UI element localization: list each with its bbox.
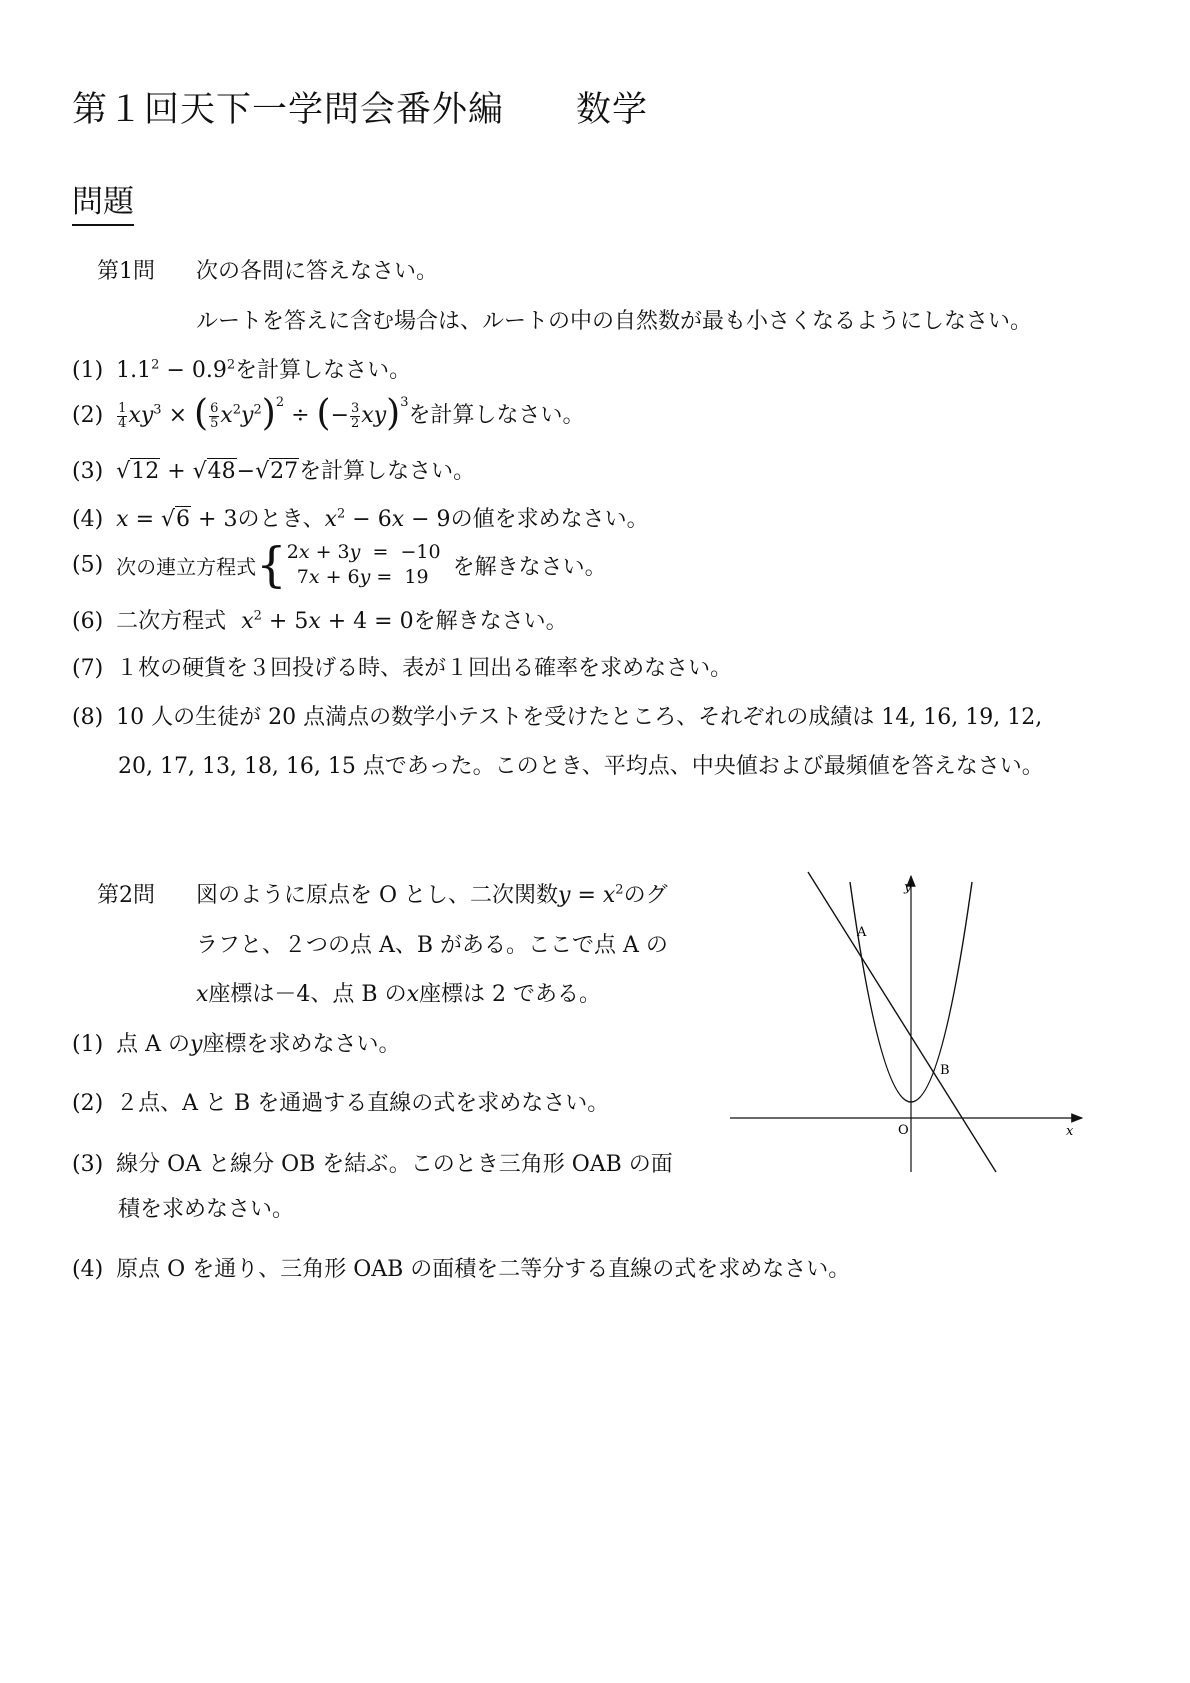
item-number: (7) [72, 656, 104, 681]
item-text: の値を求めなさい。 [450, 507, 649, 532]
item-text: を計算しなさい。 [299, 459, 476, 484]
item-number: (8) [72, 705, 104, 730]
item-text: を解きなさい。 [413, 609, 568, 634]
intro-text: のグ [623, 883, 668, 908]
q2-item-2 [72, 1086, 609, 1117]
math-var: y [190, 1032, 203, 1057]
x-axis-label: x [1066, 1124, 1074, 1139]
q1-label: 第1問 [97, 259, 155, 284]
item-text: を解きなさい。 [452, 554, 607, 580]
item-text: を計算しなさい。 [235, 358, 412, 383]
item-number: (1) [72, 358, 104, 383]
q1-item-3 [72, 454, 475, 485]
item-text: ２点、A と B を通過する直線の式を求めなさい。 [116, 1091, 610, 1116]
item-text: 原点 O を通り、三角形 OAB の面積を二等分する直線の式を求めなさい。 [116, 1257, 851, 1282]
math-expression: √12 + √48−√27 [116, 459, 299, 484]
math-expression: $y = x^2$ [558, 882, 624, 908]
math-expression: $\frac{1}{4}$ $xy^3$ × ( $\frac{6}{5}$ $x^2y^2)^2$ ÷ (− $\frac{3}{2}$ xy)$^3$ [118, 393, 409, 434]
item-number: (2) [72, 403, 104, 428]
item-text: １枚の硬貨を３回投げる時、表が１回出る確率を求めなさい。 [116, 656, 733, 681]
q2-item-1 [72, 1027, 401, 1058]
q1-item-8-continued: 20, 17, 13, 18, 16, 15 点であった。このとき、平均点、中央値および最頻値を答えなさい。 [118, 754, 1044, 779]
math-expression: x = √6 + 3 [116, 507, 238, 532]
item-text: 座標を求めなさい。 [202, 1032, 401, 1057]
brace: { [256, 537, 287, 593]
item-text: を計算しなさい。 [408, 403, 585, 428]
q2-intro-line-2: ラフと、２つの点 A、B がある。ここで点 A の [196, 933, 668, 958]
q1-item-4 [72, 502, 649, 533]
item-number: (1) [72, 1032, 104, 1057]
item-number: (3) [72, 459, 104, 484]
intro-text: 座標は 2 である。 [419, 982, 601, 1007]
q2-item-3 [72, 1147, 673, 1178]
item-number: (3) [72, 1152, 104, 1177]
parabola-line-figure [730, 870, 1090, 1180]
math-expression: $x^2 - 6x - 9$ [324, 506, 451, 532]
origin-label: O [898, 1123, 909, 1138]
simultaneous-equations: 2x + 3y = −10 7x + 6y = 19 [286, 541, 441, 588]
item-number: (2) [72, 1091, 104, 1116]
q2-label: 第2問 [97, 883, 155, 908]
item-number: (4) [72, 507, 104, 532]
q1-item-2 [72, 393, 585, 434]
q2-item-4 [72, 1252, 850, 1283]
math-var: x [196, 982, 209, 1007]
item-number: (4) [72, 1257, 104, 1282]
q1-item-5 [72, 537, 607, 593]
document-title: 第１回天下一学問会番外編 数学 [72, 90, 649, 130]
item-text: 10 人の生徒が 20 点満点の数学小テストを受けたところ、それぞれの成績は 14, 16, 19, 12, [116, 705, 1043, 730]
math-expression: $1.1^2 - 0.9^2$ [116, 357, 236, 383]
y-axis-label: y [904, 880, 912, 895]
math-expression: $x^2 + 5x + 4 = 0$ [241, 608, 414, 634]
item-text: 線分 OA と線分 OB を結ぶ。このとき三角形 OAB の面 [116, 1152, 673, 1177]
section-heading: 問題 [72, 176, 134, 226]
item-number: (5) [72, 552, 104, 578]
item-text: 二次方程式 [116, 609, 227, 634]
item-text: 次の連立方程式 [116, 554, 257, 579]
q1-item-7 [72, 651, 732, 682]
math-var: x [406, 982, 419, 1007]
q1-instruction-root: ルートを答えに含む場合は、ルートの中の自然数が最も小さくなるようにしなさい。 [196, 309, 1033, 334]
item-number: (6) [72, 609, 104, 634]
intro-text: 図のように原点を O とし、二次関数 [196, 883, 559, 908]
point-b-label: B [940, 1063, 950, 1078]
q1-item-6 [72, 604, 568, 635]
item-text: 点 A の [116, 1032, 191, 1057]
point-a-label: A [857, 925, 867, 940]
q2-item-3-continued: 積を求めなさい。 [118, 1197, 295, 1222]
q1-item-1 [72, 353, 411, 384]
q1-instruction: 次の各問に答えなさい。 [196, 259, 439, 284]
intro-text: 座標は－4、点 B の [208, 982, 407, 1007]
item-text: のとき、 [237, 507, 325, 532]
q2-intro-line-1 [196, 878, 668, 909]
q2-intro-line-3 [196, 977, 601, 1008]
q1-item-8 [72, 700, 1042, 731]
